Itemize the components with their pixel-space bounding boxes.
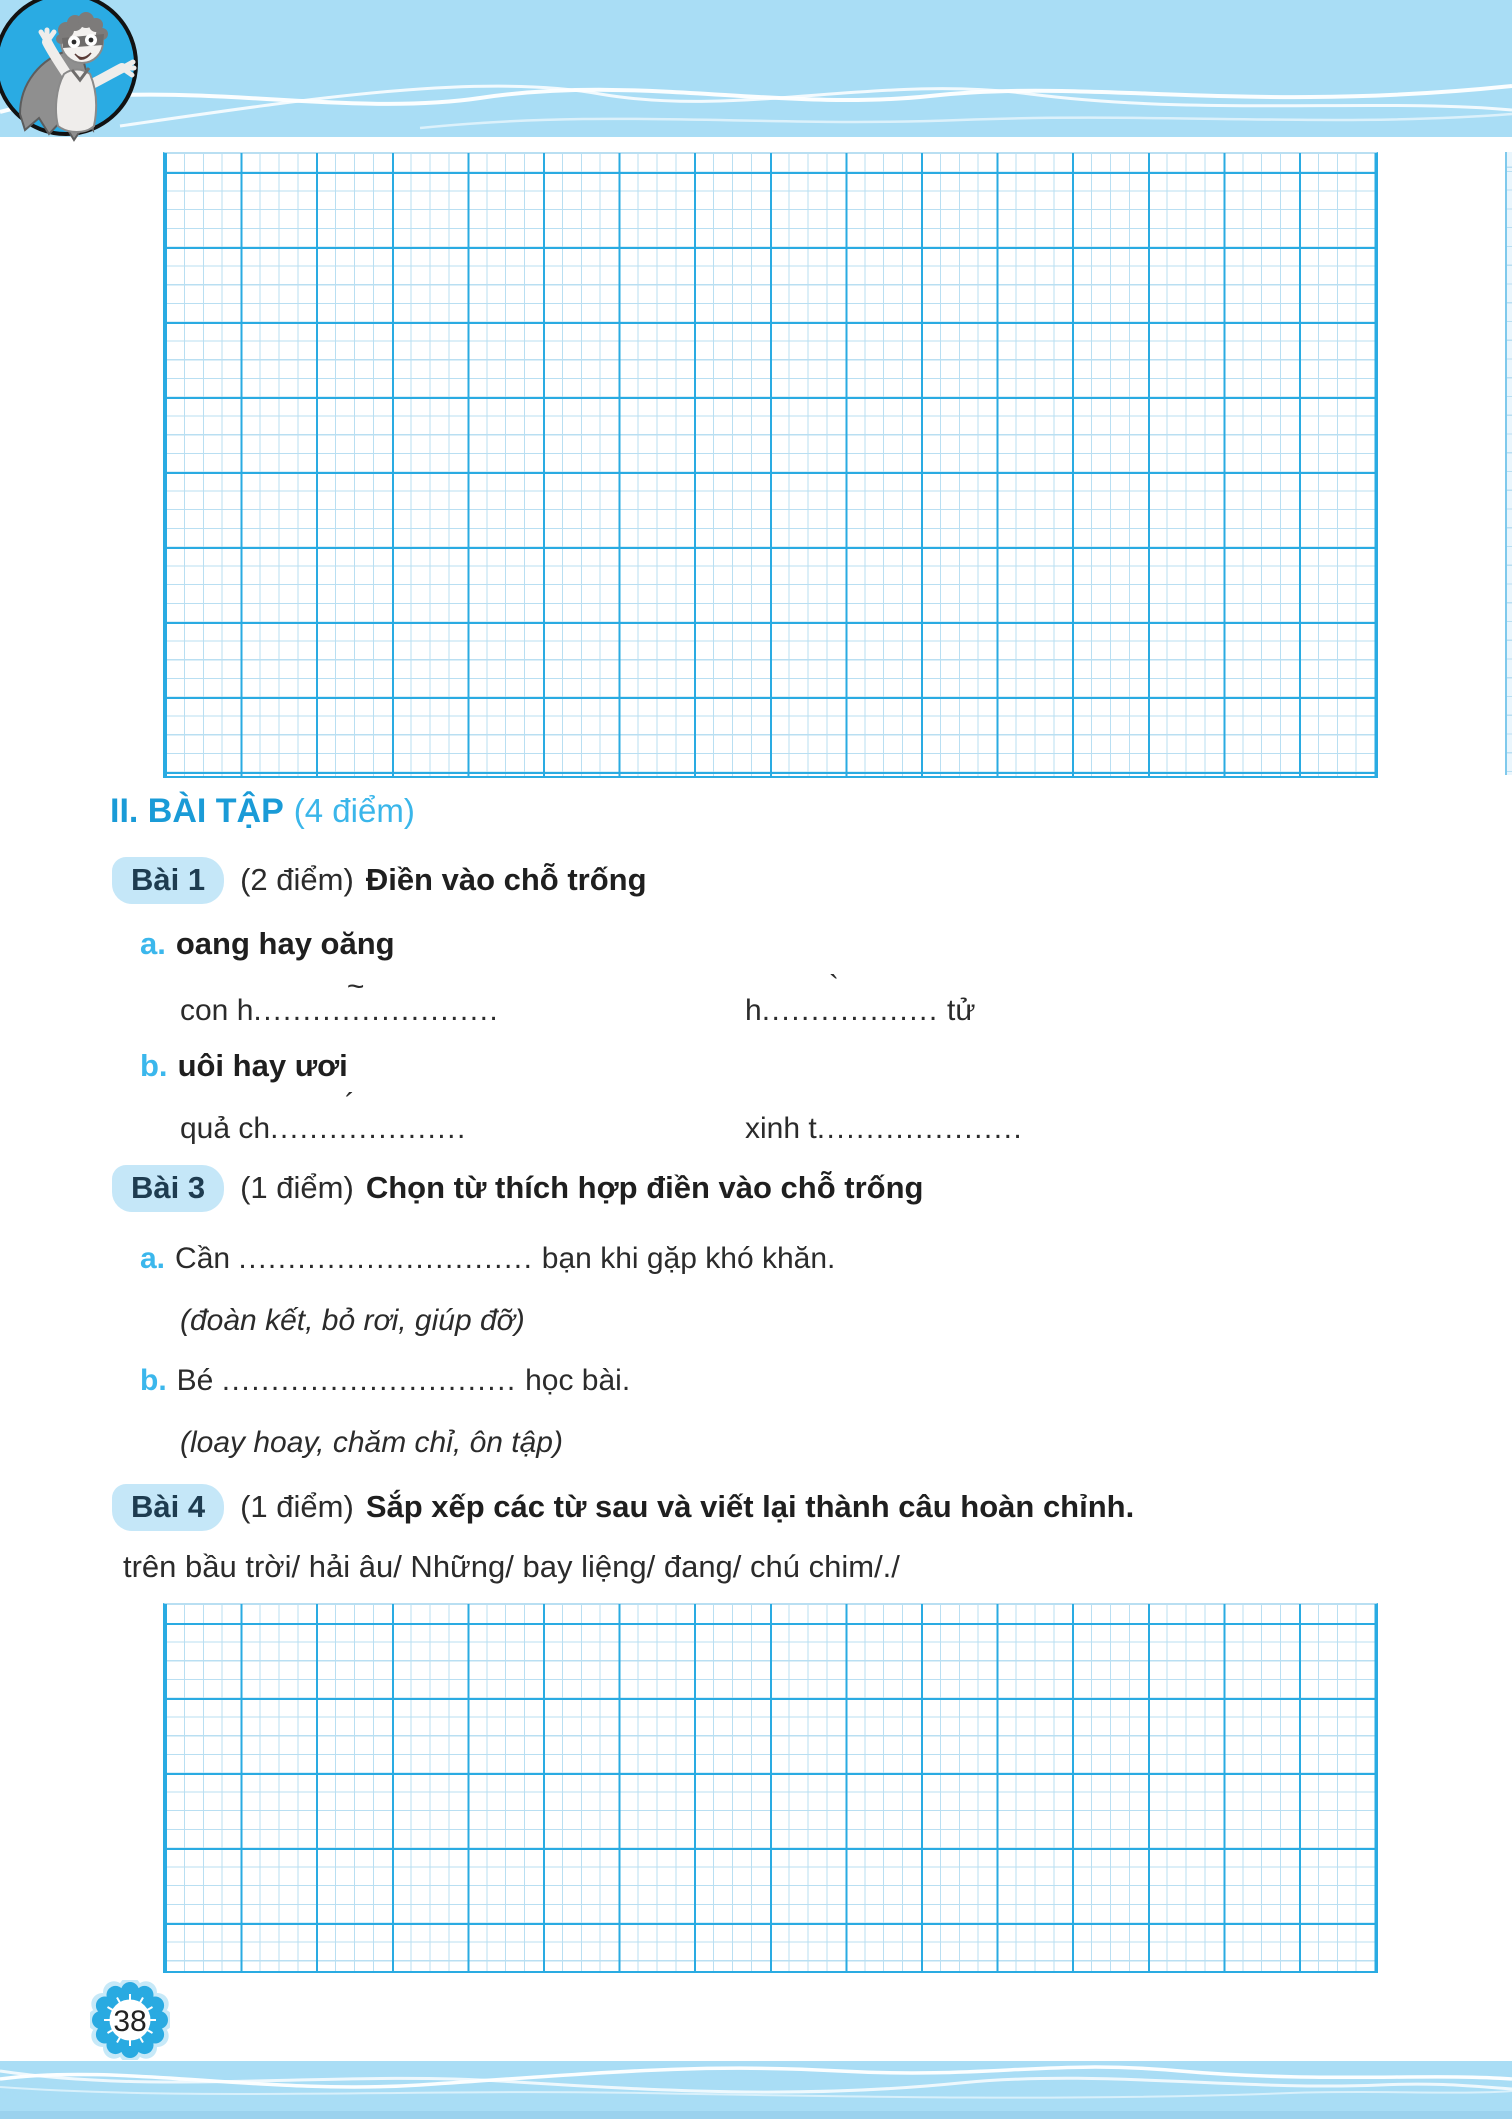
page-number-badge bbox=[90, 1980, 170, 2060]
bottom-writing-grid bbox=[163, 1603, 1378, 1973]
bai1-a-subtitle: oang hay oăng bbox=[175, 926, 395, 961]
header-band bbox=[0, 0, 1512, 137]
bai3-label: Bài 3 bbox=[131, 1169, 206, 1205]
bai3-points: (1 điểm) bbox=[240, 1169, 354, 1205]
exercise-bai1-header bbox=[112, 856, 647, 904]
bai1-b-fill-left bbox=[180, 1088, 467, 1148]
answer-blank: .............................. bbox=[221, 1364, 517, 1397]
top-writing-grid bbox=[163, 152, 1378, 778]
fill-text: Bé bbox=[176, 1364, 222, 1397]
tone-mark: ` bbox=[828, 970, 839, 1003]
exercise-bai4-header bbox=[112, 1483, 1134, 1531]
bai3-a-marker: a. bbox=[140, 1242, 166, 1275]
bai4-word-list: trên bầu trời/ hải âu/ Những/ bay liệng/ đang/ chú chim/./ bbox=[123, 1549, 900, 1584]
bai1-a-marker: a. bbox=[140, 926, 166, 961]
bai3-pill bbox=[112, 1165, 224, 1212]
bai1-a-title bbox=[140, 925, 395, 964]
bai4-pill bbox=[112, 1484, 224, 1531]
bai3-b-options: (loay hoay, chăm chỉ, ôn tập) bbox=[180, 1426, 563, 1459]
page-edge-grid-sliver bbox=[1505, 152, 1512, 775]
exercise-bai3-header bbox=[112, 1164, 923, 1212]
footer-band bbox=[0, 2061, 1512, 2119]
section-points: (4 điểm) bbox=[293, 792, 415, 829]
bai4-instruction: Sắp xếp các từ sau và viết lại thành câu hoàn chỉnh. bbox=[365, 1488, 1135, 1524]
header-wave-decoration bbox=[0, 0, 1512, 137]
page-number: 38 bbox=[113, 2005, 147, 2038]
section-title: II. BÀI TẬP bbox=[110, 792, 284, 830]
bai1-b-fill-right bbox=[745, 1110, 1023, 1148]
answer-blank: ~ ......................... bbox=[253, 970, 500, 1027]
fill-text: quả ch bbox=[180, 1112, 271, 1145]
fill-text: tử bbox=[938, 994, 976, 1027]
bai1-b-marker: b. bbox=[140, 1048, 168, 1083]
bai4-points: (1 điểm) bbox=[240, 1488, 354, 1524]
fill-text: con h bbox=[180, 994, 254, 1027]
bai3-a-options: (đoàn kết, bỏ rơi, giúp đỡ) bbox=[180, 1304, 525, 1337]
answer-blank: .............................. bbox=[238, 1242, 534, 1275]
bai1-b-subtitle: uôi hay ươi bbox=[177, 1048, 348, 1083]
bai3-b-marker: b. bbox=[140, 1364, 167, 1397]
fill-text: học bài. bbox=[516, 1364, 631, 1397]
section-heading bbox=[110, 790, 415, 833]
bai1-a-fill-right bbox=[745, 970, 976, 1030]
bai3-a-line bbox=[140, 1240, 835, 1278]
tone-mark: ´ bbox=[344, 1088, 355, 1121]
bai1-label: Bài 1 bbox=[131, 861, 206, 897]
fill-text: bạn khi gặp khó khăn. bbox=[533, 1242, 836, 1275]
mascot-badge bbox=[0, 0, 146, 144]
answer-blank: ´ .................... bbox=[270, 1088, 467, 1145]
bai1-b-title bbox=[140, 1047, 348, 1086]
bai4-label: Bài 4 bbox=[131, 1488, 206, 1524]
fill-text: Cần bbox=[175, 1242, 239, 1275]
answer-blank: ..................... bbox=[816, 1112, 1024, 1145]
fill-text: h bbox=[745, 994, 762, 1027]
tone-mark: ~ bbox=[346, 970, 365, 1003]
answer-blank: ` .................. bbox=[761, 970, 939, 1027]
bai1-pill bbox=[112, 857, 224, 904]
bai1-a-fill-left bbox=[180, 970, 500, 1030]
footer-bottom-edge bbox=[0, 2111, 1512, 2119]
bai1-instruction: Điền vào chỗ trống bbox=[365, 861, 647, 897]
fill-text: xinh t bbox=[745, 1112, 817, 1145]
bai3-instruction: Chọn từ thích hợp điền vào chỗ trống bbox=[365, 1169, 924, 1205]
superhero-boy-icon bbox=[0, 0, 146, 144]
bai3-b-line bbox=[140, 1362, 630, 1400]
flower-badge-icon bbox=[90, 1980, 170, 2060]
bai1-points: (2 điểm) bbox=[240, 861, 354, 897]
